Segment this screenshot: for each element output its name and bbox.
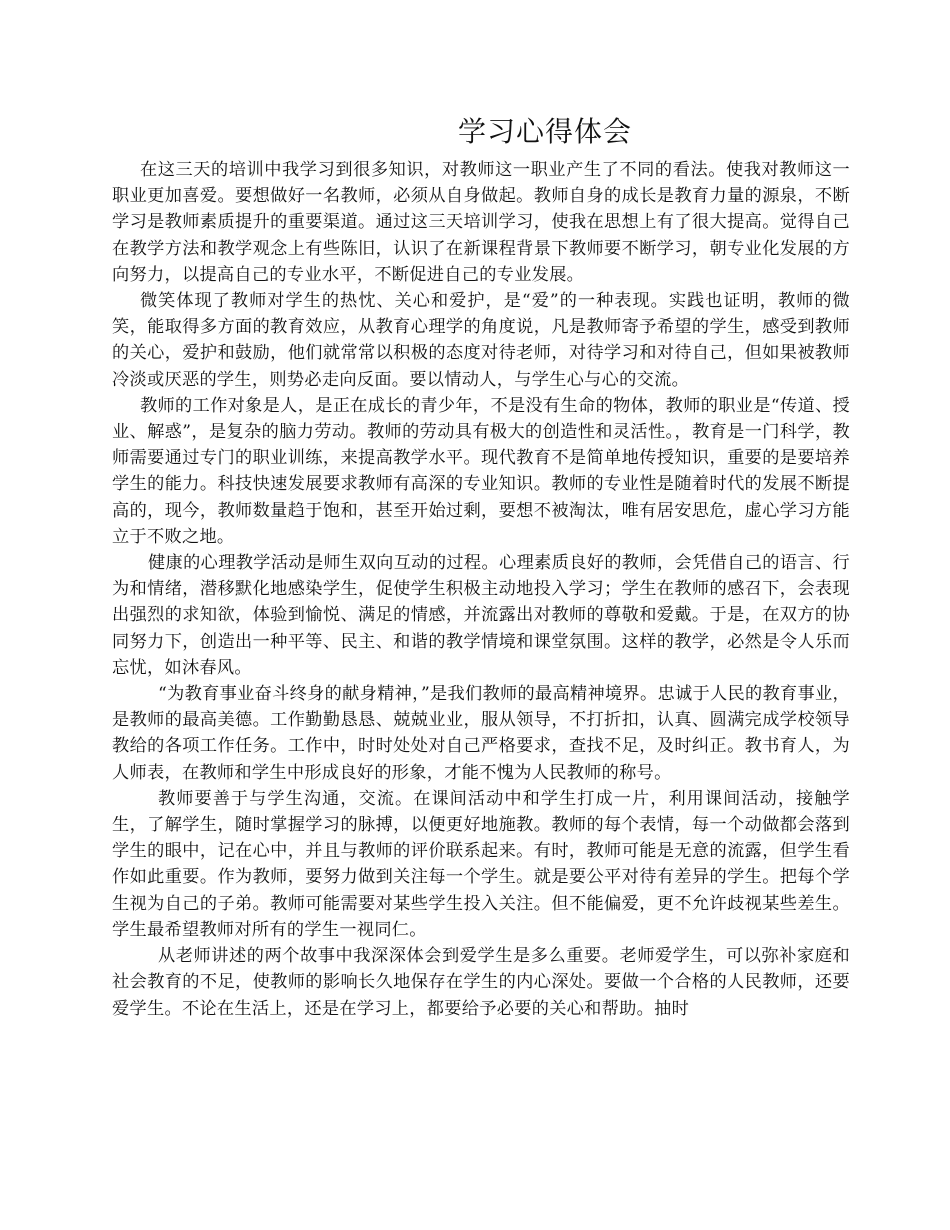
paragraph: 健康的心理教学活动是师生双向互动的过程。心理素质良好的教师，会凭借自己的语言、行为和情绪，潜移默化地感染学生，促使学生积极主动地投入学习；学生在教师的感召下，会表现出强烈的求知欲，体验到愉悦、满足的情感，并流露出对教师的尊敬和爱戴。于是，在双方的协同努力下，创造出一种平等、民主、和谐的教学情境和课堂氛围。这样的教学，必然是令人乐而忘忧，如沐春风。 xyxy=(112,553,850,678)
document-title: 学习心得体会 xyxy=(457,115,632,148)
paragraph: 在这三天的培训中我学习到很多知识，对教师这一职业产生了不同的看法。使我对教师这一职业更加喜爱。要想做好一名教师，必须从自身做起。教师自身的成长是教育力量的源泉，不断学习是教师素质提升的重要渠道。通过这三天培训学习，使我在思想上有了很大提高。觉得自己在教学方法和教学观念上有些陈旧，认识了在新课程背景下教师要不断学习，朝专业化发展的方向努力，以提高自己的专业水平，不断促进自己的专业发展。 xyxy=(112,160,850,285)
paragraph: “为教育事业奋斗终身的献身精神，”是我们教师的最高精神境界。忠诚于人民的教育事业，是教师的最高美德。工作勤勤恳恳、兢兢业业，服从领导，不打折扣，认真、圆满完成学校领导教给的各项工作任务。工作中，时时处处对自己严格要求，查找不足，及时纠正。教书育人，为人师表，在教师和学生中形成良好的形象，才能不愧为人民教师的称号。 xyxy=(112,684,850,783)
document-body xyxy=(112,157,850,1022)
paragraph: 从老师讲述的两个故事中我深深体会到爱学生是多么重要。老师爱学生，可以弥补家庭和社会教育的不足，使教师的影响长久地保存在学生的内心深处。要做一个合格的人民教师，还要爱学生。不论在生活上，还是在学习上，都要给予必要的关心和帮助。抽时 xyxy=(112,946,850,1019)
paragraph: 教师要善于与学生沟通，交流。在课间活动中和学生打成一片，利用课间活动，接触学生，了解学生，随时掌握学习的脉搏，以便更好地施教。教师的每个表情，每一个动做都会落到学生的眼中，记在心中，并且与教师的评价联系起来。有时，教师可能是无意的流露，但学生看作如此重要。作为教师，要努力做到关注每一个学生。就是要公平对待有差异的学生。把每个学生视为自己的子弟。教师可能需要对某些学生投入关注。但不能偏爱，更不允许歧视某些差生。学生最希望教师对所有的学生一视同仁。 xyxy=(112,788,850,940)
paragraph: 教师的工作对象是人，是正在成长的青少年，不是没有生命的物体，教师的职业是“传道、授业、解惑”，是复杂的脑力劳动。教师的劳动具有极大的创造性和灵活性。，教育是一门科学，教师需要通过专门的职业训练，来提高教学水平。现代教育不是简单地传授知识，重要的是要培养学生的能力。科技快速发展要求教师有高深的专业知识。教师的专业性是随着时代的发展不断提高的，现今，教师数量趋于饱和，甚至开始过剩，要想不被淘汰，唯有居安思危，虚心学习方能立于不败之地。 xyxy=(112,395,850,547)
paragraph: 微笑体现了教师对学生的热忱、关心和爱护，是“爱”的一种表现。实践也证明，教师的微笑，能取得多方面的教育效应，从教育心理学的角度说，凡是教师寄予希望的学生，感受到教师的关心，爱护和鼓励，他们就常常以积极的态度对待老师，对待学习和对待自己，但如果被教师冷淡或厌恶的学生，则势必走向反面。要以情动人，与学生心与心的交流。 xyxy=(112,291,850,390)
